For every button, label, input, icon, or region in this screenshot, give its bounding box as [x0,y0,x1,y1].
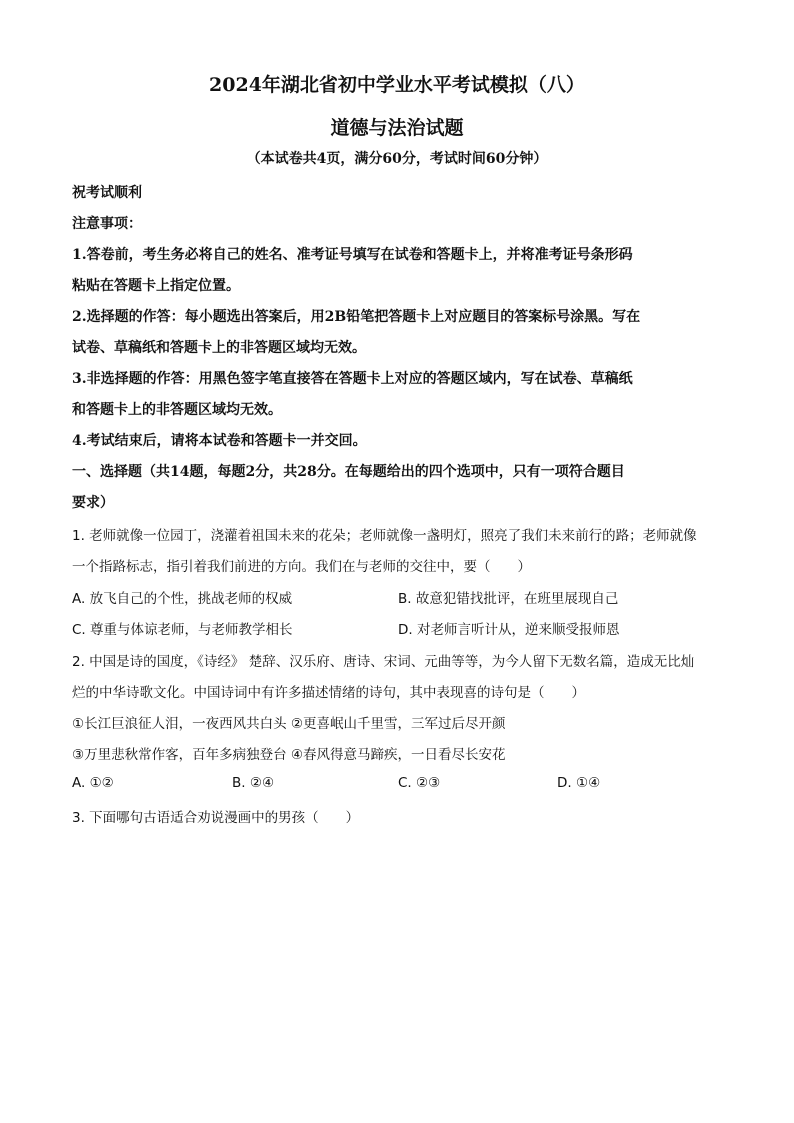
subject-title: 道德与法治试题 [330,117,464,139]
q2-option-a: A. ①② [72,775,114,791]
q2-option-b: B. ②④ [232,775,275,791]
section-heading: 一、选择题（共14题，每题2分，共28分。在每题给出的四个选项中，只有一项符合题目 [72,464,625,480]
exam-info: （本试卷共4页，满分60分，考试时间60分钟） [246,151,548,167]
q1-option-a: A. 放飞自己的个性，挑战老师的权威 [72,591,293,607]
note-line: 和答题卡上的非答题区域均无效。 [72,402,282,418]
note-line: 4.考试结束后，请将本试卷和答题卡一并交回。 [72,433,367,449]
question-2-text: 2. 中国是诗的国度，《诗经》 楚辞、汉乐府、唐诗、宋词、元曲等等，为今人留下无数名篇，造成无比灿 [72,654,695,670]
exam-title: 2024年湖北省初中学业水平考试模拟（八） [209,74,585,96]
note-line: 粘贴在答题卡上指定位置。 [72,278,240,294]
question-1-text: 1. 老师就像一位园丁，浇灌着祖国未来的花朵；老师就像一盏明灯，照亮了我们未来前行的路；老师就像 [72,528,697,544]
notes-heading: 注意事项： [72,216,142,232]
question-2-poem-line: ①长江巨浪征人泪，一夜西风共白头 ②更喜岷山千里雪，三军过后尽开颜 [72,716,506,732]
question-1-text-cont: 一个指路标志，指引着我们前进的方向。我们在与老师的交往中，要（ ） [72,559,531,575]
q1-option-b: B. 故意犯错找批评，在班里展现自己 [398,591,619,607]
note-line: 3.非选择题的作答：用黑色签字笔直接答在答题卡上对应的答题区域内，写在试卷、草稿纸 [72,371,633,387]
question-2-poem-line: ③万里悲秋常作客，百年多病独登台 ④春风得意马蹄疾，一日看尽长安花 [72,747,506,763]
question-2-text-cont: 烂的中华诗歌文化。中国诗词中有许多描述情绪的诗句，其中表现喜的诗句是（ ） [72,685,585,701]
section-heading-cont: 要求） [72,495,114,511]
note-line: 2.选择题的作答：每小题选出答案后，用2B铅笔把答题卡上对应题目的答案标号涂黑。写在 [72,309,641,325]
note-line: 1.答卷前，考生务必将自己的姓名、准考证号填写在试卷和答题卡上，并将准考证号条形码 [72,247,633,263]
wish-text: 祝考试顺利 [72,185,142,201]
note-line: 试卷、草稿纸和答题卡上的非答题区域均无效。 [72,340,366,356]
q1-option-d: D. 对老师言听计从，逆来顺受报师恩 [398,622,620,638]
q2-option-c: C. ②③ [398,775,441,791]
question-3-text: 3. 下面哪句古语适合劝说漫画中的男孩（ ） [72,810,360,826]
q2-option-d: D. ①④ [557,775,601,791]
q1-option-c: C. 尊重与体谅老师，与老师教学相长 [72,622,293,638]
